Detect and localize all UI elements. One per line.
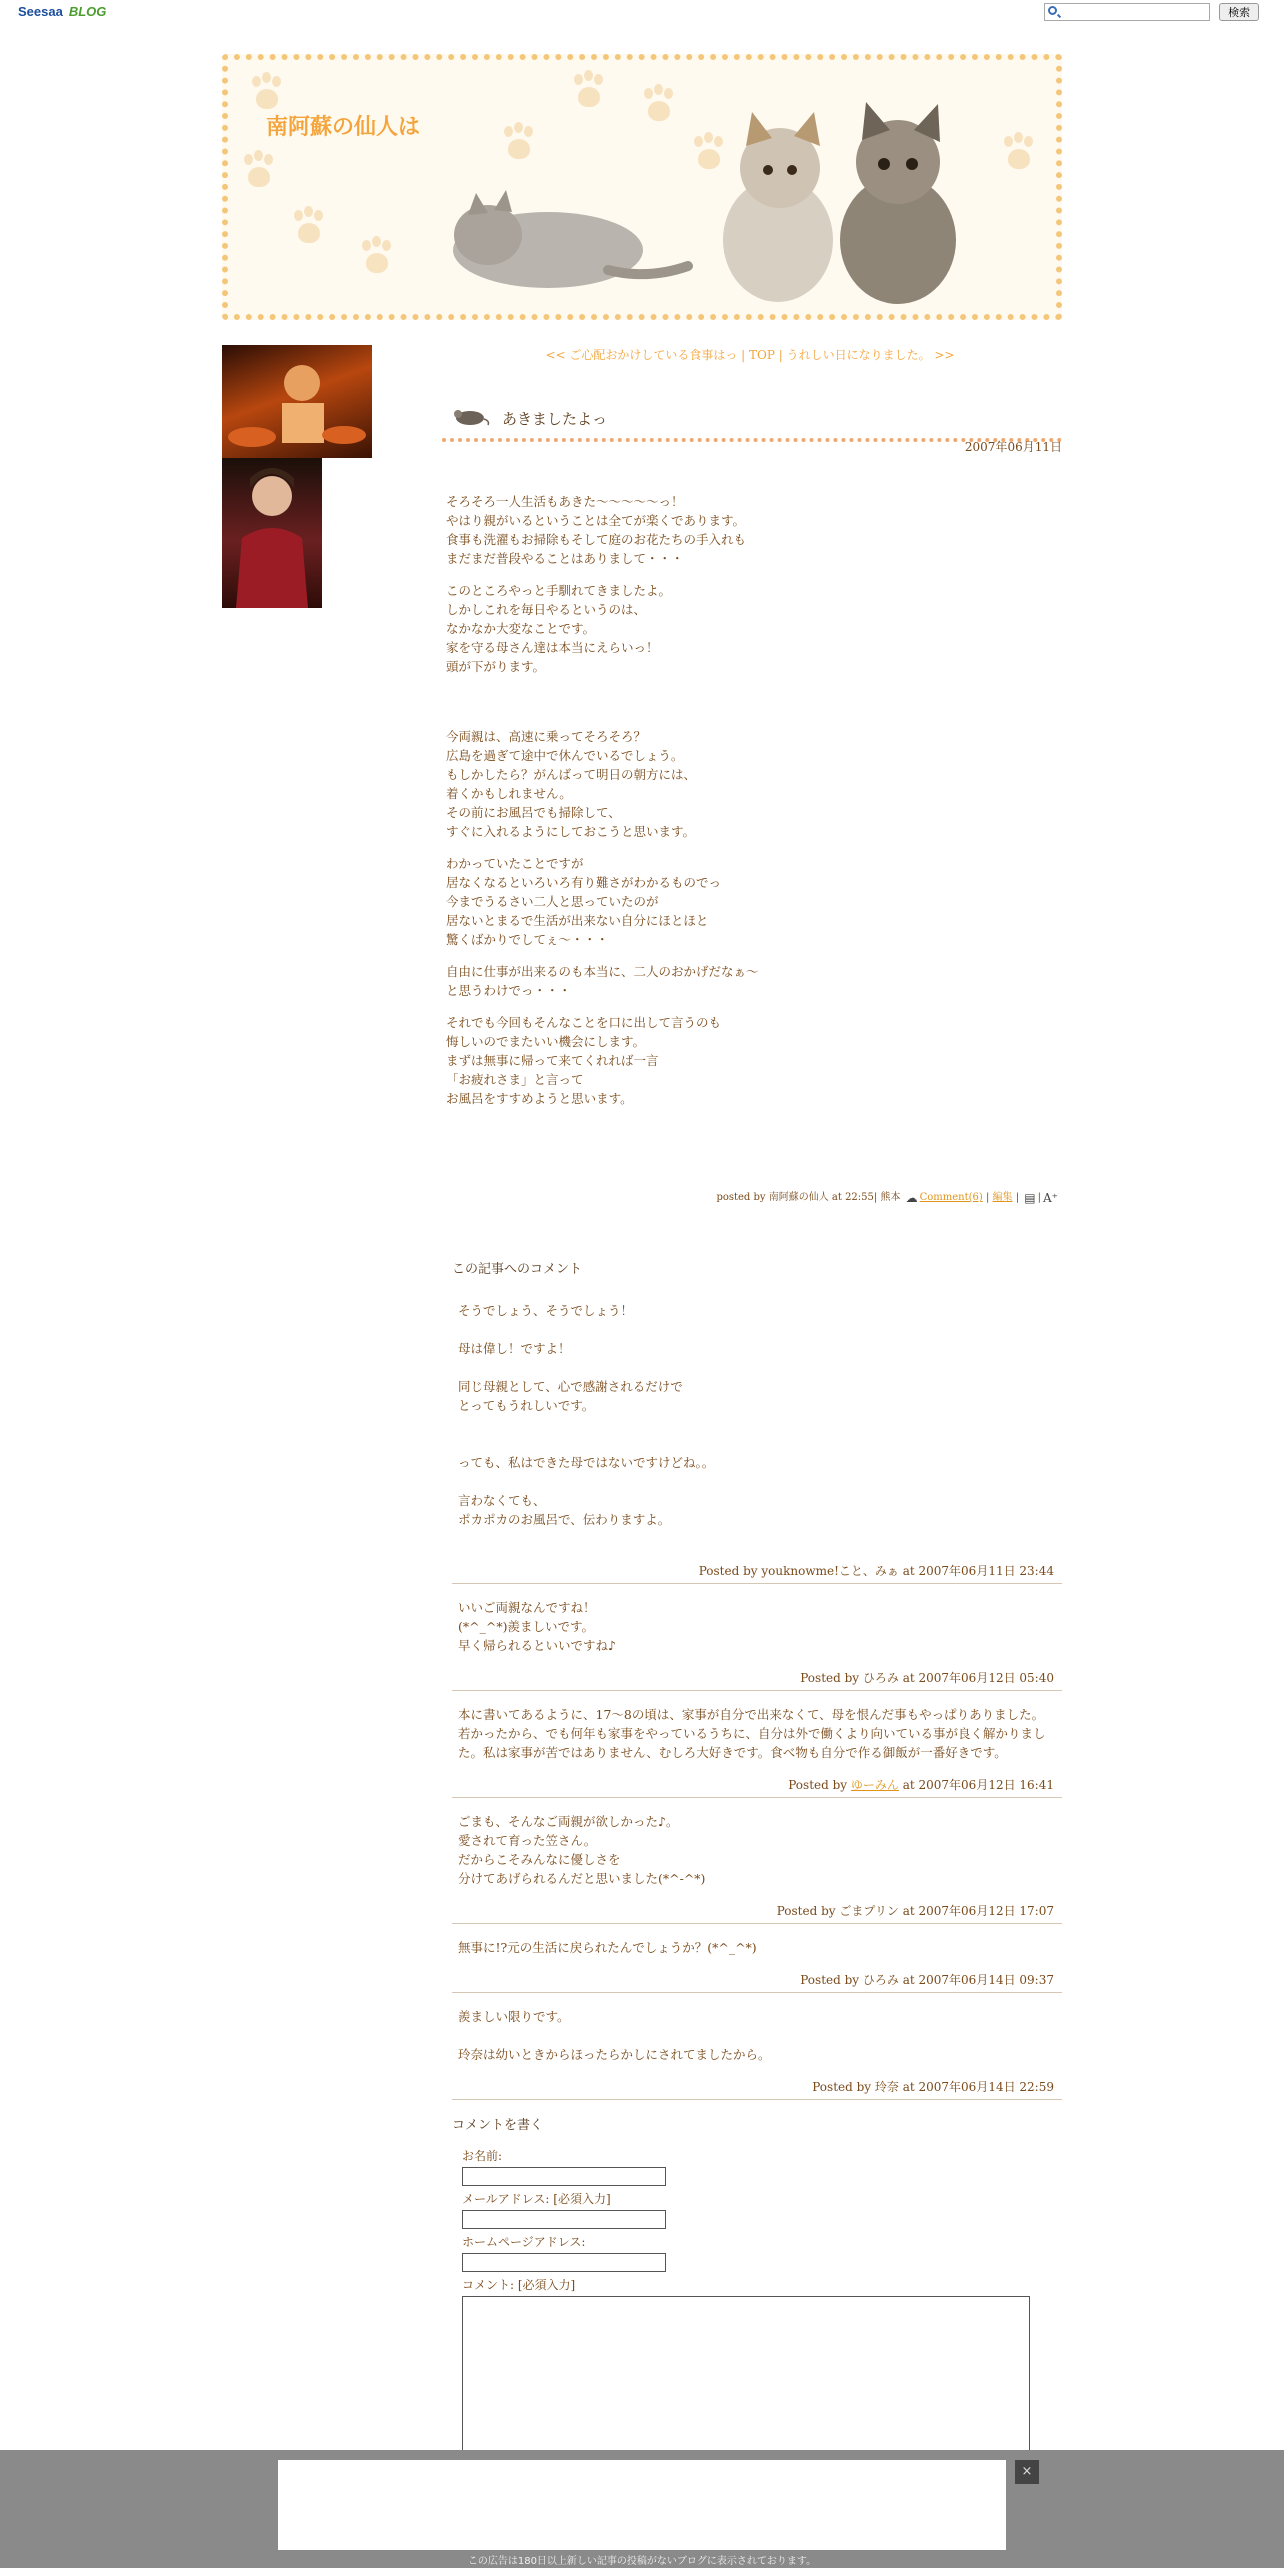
comment-text: ごまも、そんなご両親が欲しかった♪。 愛されて育った笠さん。 だからこそみんなに優しさを 分けてあげられるんだと思いました(*^-^*) [458,1814,706,1886]
email-label: メールアドレス: [必須入力] [462,2192,611,2206]
comment-author: 玲奈 [874,2080,899,2094]
comment-footer [452,1774,1062,1798]
comment-author-link[interactable]: ゆーみん [850,1778,899,1792]
comment-textarea[interactable] [462,2296,1030,2456]
comment-link[interactable]: Comment(6) [919,1192,983,1203]
search-form [1044,3,1259,22]
entry-paragraph: 今両親は、高速に乗ってそろそろ？ 広島を過ぎて途中で休んでいるでしょう。 もしかしたら？がんばって明日の朝方には、 着くかもしれません。 その前にお風呂でも掃除して、 すぐに入れるようにしておこうと思います。 [446,729,697,839]
entry-posted-info [560,1188,1060,1205]
posted-by-text: posted by 南阿蘇の仙人 at 22:55| 熊本 [716,1192,904,1203]
separator: | [1037,1192,1041,1203]
entry-paragraph: 自由に仕事が出来るのも本当に、二人のおかげだなぁ～ と思うわけでっ・・・ [446,964,759,998]
comments-heading: この記事へのコメント [452,1262,583,1277]
edit-link[interactable]: 編集 [992,1192,1013,1203]
comment-footer [452,1969,1062,1993]
comment-text: 羨ましい限りです。 玲奈は幼いときからほったらかしにされてましたから。 [458,2009,771,2062]
comment-author: ごまプリン [839,1904,899,1918]
weather-icon: ☁ [905,1190,918,1205]
blog-header-banner [222,54,1062,320]
comment-item [452,2007,1062,2100]
sidebar-photo-portrait [222,458,322,608]
posted-by-label: Posted by [698,1564,762,1578]
homepage-label: ホームページアドレス: [462,2235,586,2249]
comment-footer [452,1560,1062,1584]
comment-form-title: コメントを書く [452,2118,544,2133]
homepage-field[interactable] [462,2253,666,2272]
comment-form [452,2114,1062,2456]
search-input[interactable] [1044,3,1210,21]
magnifier-icon [1048,6,1057,15]
ad-banner[interactable] [278,2460,1006,2550]
comment-timestamp: at 2007年06月14日 09:37 [898,1973,1054,1987]
comment-item [452,1938,1062,1993]
paw-print-decoration [288,206,330,248]
posted-by-label: Posted by [812,2080,875,2094]
entry-paragraph: このところやっと手馴れてきましたよ。 しかしこれを毎日やるというのは、 なかなか大変なことです。 家を守る母さん達は本当にえらいっ！ 頭が下がります。 [446,583,672,674]
paw-print-decoration [238,150,280,192]
portrait-image [222,458,322,608]
drummer-image [222,345,372,458]
mouse-icon [444,406,490,426]
kittens-image [428,90,1048,310]
book-icon[interactable]: ▤ [1024,1190,1036,1205]
sidebar-photo-drummer [222,345,372,458]
comment-footer [452,2076,1062,2100]
comment-timestamp: at 2007年06月11日 23:44 [898,1564,1054,1578]
paw-print-decoration [356,236,398,278]
email-field[interactable] [462,2210,666,2229]
comment-item [452,1812,1062,1924]
top-bar [0,0,1284,26]
comment-footer [452,1900,1062,1924]
close-icon[interactable]: × [1015,2460,1039,2484]
separator: | [1012,1192,1023,1203]
separator: | [982,1192,993,1203]
comment-text: 本に書いてあるように、17～8の頃は、家事が自分で出来なくて、母を恨んだ事もやっぱりありました。若かったから、でも何年も家事をやっているうちに、自分は外で働くより向いている事が良く解かりました。私は家事が苦ではありません、むしろ大好きです。食べ物も自分で作る御飯が一番好きです。 [458,1707,1046,1760]
name-field[interactable] [462,2167,666,2186]
comment-item [452,1705,1062,1798]
comment-timestamp: at 2007年06月12日 17:07 [898,1904,1054,1918]
comment-author: ひろみ [862,1671,899,1685]
entry-date: 2007年06月11日 [964,440,1062,454]
seesaa-blog-logo[interactable] [18,4,106,19]
entry-title[interactable]: あきましたよっ [502,410,608,428]
search-button[interactable]: 検索 [1219,3,1259,21]
font-size-icon[interactable]: A⁺ [1043,1190,1058,1205]
entry-paragraph: そろそろ一人生活もあきた～～～～～っ！ やはり親がいるということは全てが楽くであります。 食事も洗濯もお掃除もそして庭のお花たちの手入れも まだまだ普段やることはありまして・・・ [446,494,747,566]
logo-blog-text: BLOG [68,4,107,19]
entry-header [442,400,1062,442]
comment-footer [452,1667,1062,1691]
posted-by-label: Posted by [788,1778,851,1792]
comment-item [452,1301,1062,1584]
ad-overlay [0,2450,1284,2568]
entry-body [446,492,1036,1121]
comment-text: そうでしょう、そうでしょう！ 母は偉し！ですよ！ 同じ母親として、心で感謝されるだけで とってもうれしいです。 っても、私はできた母ではないですけどね。。 言わなくても、 ポカポカのお風呂で、伝わりますよ。 [458,1303,715,1527]
entry-paragraph: わかっていたことですが 居なくなるといろいろ有り難さがわかるものでっ 今までうるさい二人と思っていたのが 居ないとまるで生活が出来ない自分にほとほと 驚くばかりでしてぇ～・・・ [446,856,722,947]
paw-print-decoration [246,72,288,114]
comment-text: いいご両親なんですね！ (*^_^*)羨ましいです。 早く帰られるといいですね♪ [458,1600,616,1653]
posted-by-label: Posted by [776,1904,840,1918]
comment-timestamp: at 2007年06月14日 22:59 [898,2080,1054,2094]
comment-author: ひろみ [862,1973,899,1987]
name-label: お名前: [462,2149,503,2163]
comment-item [452,1598,1062,1691]
logo-seesaa-text: Seesaa [18,4,63,19]
comment-text: 無事に!?元の生活に戻られたんでしょうか？(*^_^*) [458,1940,757,1955]
posted-by-label: Posted by [800,1671,863,1685]
comment-timestamp: at 2007年06月12日 05:40 [898,1671,1054,1685]
posted-by-label: Posted by [800,1973,863,1987]
comment-timestamp: at 2007年06月12日 16:41 [898,1778,1054,1792]
ad-notice-text: この広告は180日以上新しい記事の投稿がないブログに表示されております。 [467,2556,817,2567]
comment-label: コメント: [必須入力] [462,2278,576,2292]
comment-author: youknowme!こと、みぁ [761,1564,899,1578]
blog-title[interactable]: 南阿蘇の仙人は [266,114,421,139]
entry-navigation[interactable]: << ご心配おかけしている食事はっ | TOP | うれしい日になりました。 >> [545,348,955,362]
comments-section [452,1258,1062,2456]
entry-paragraph: それでも今回もそんなことを口に出して言うのも 悔しいのでまたいい機会にします。 まずは無事に帰って来てくれれば一言 「お疲れさま」と言って お風呂をすすめようと思います。 [446,1015,722,1106]
